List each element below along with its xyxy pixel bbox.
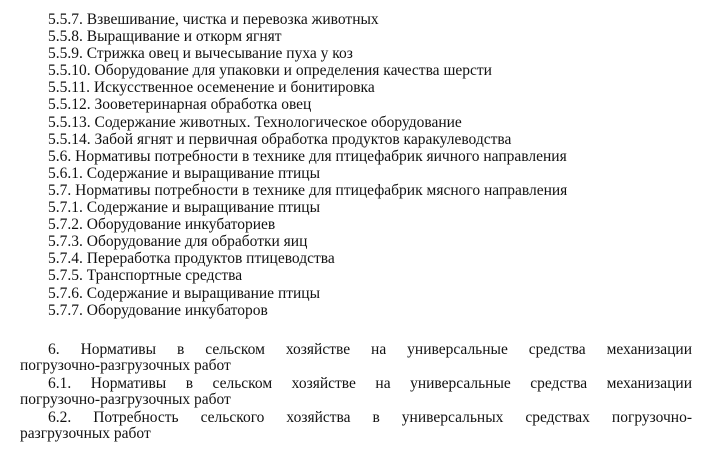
toc-item: 5.5.8. Выращивание и откорм ягнят <box>48 28 282 46</box>
paragraph-continuation-line: разгрузочных работ <box>20 425 151 442</box>
table-of-contents <box>48 11 698 319</box>
paragraph-first-line: 6.1. Нормативы в сельском хозяйстве на универсальные средства механизации <box>48 375 692 392</box>
toc-item: 5.7.7. Оборудование инкубаторов <box>48 301 268 319</box>
paragraph-first-line: 6.2. Потребность сельского хозяйства в универсальных средствах погрузочно- <box>48 409 692 426</box>
toc-item: 5.7.5. Транспортные средства <box>48 267 243 285</box>
toc-item: 5.7.3. Оборудование для обработки яиц <box>48 233 308 251</box>
section-paragraph <box>20 375 692 409</box>
toc-item: 5.7.4. Переработка продуктов птицеводства <box>48 250 335 268</box>
toc-item: 5.5.9. Стрижка овец и вычесывание пуха у коз <box>48 45 353 63</box>
paragraph-first-line: 6. Нормативы в сельском хозяйстве на универсальные средства механизации <box>48 341 692 358</box>
toc-item: 5.5.14. Забой ягнят и первичная обработка продуктов каракулеводства <box>48 130 512 148</box>
toc-item: 5.7.1. Содержание и выращивание птицы <box>48 199 321 217</box>
paragraph-continuation-line: погрузочно-разгрузочных работ <box>20 357 231 374</box>
toc-item: 5.7.2. Оборудование инкубаториев <box>48 216 276 234</box>
section-paragraph <box>20 409 692 443</box>
toc-item: 5.5.11. Искусственное осеменение и бонитировка <box>48 79 375 97</box>
toc-item: 5.7.6. Содержание и выращивание птицы <box>48 284 321 302</box>
toc-item: 5.5.7. Взвешивание, чистка и перевозка животных <box>48 11 379 28</box>
toc-item: 5.5.10. Оборудование для упаковки и определения качества шерсти <box>48 62 492 80</box>
toc-item: 5.5.12. Зооветеринарная обработка овец <box>48 96 312 114</box>
section-paragraph <box>20 341 692 375</box>
toc-item: 5.6.1. Содержание и выращивание птицы <box>48 164 321 182</box>
toc-item: 5.5.13. Содержание животных. Технологическое оборудование <box>48 113 462 131</box>
toc-item: 5.7. Нормативы потребности в технике для птицефабрик мясного направления <box>48 181 568 199</box>
paragraph-continuation-line: погрузочно-разгрузочных работ <box>20 391 231 408</box>
toc-item: 5.6. Нормативы потребности в технике для птицефабрик яичного направления <box>48 147 567 165</box>
